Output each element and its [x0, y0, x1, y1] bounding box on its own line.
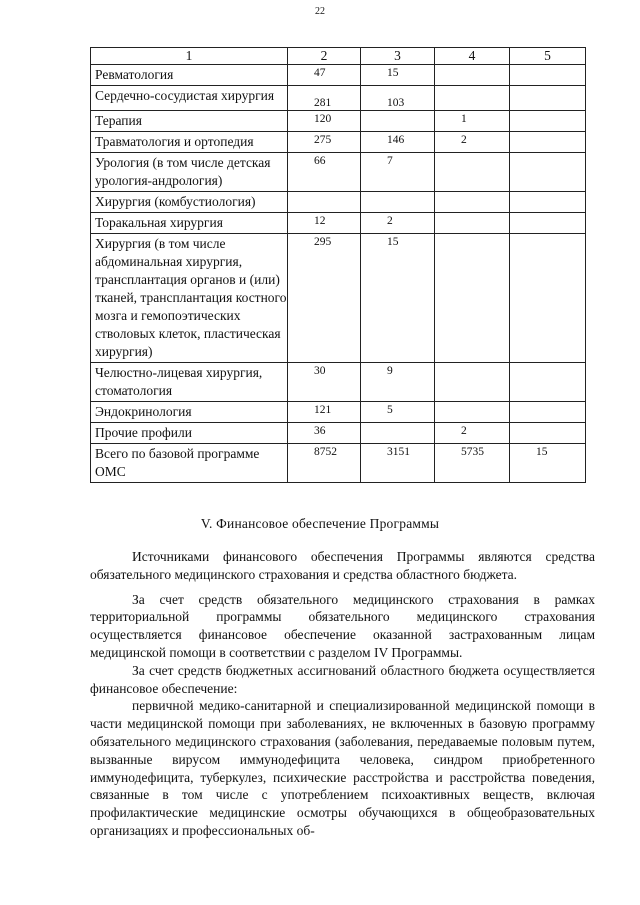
table-cell: 5735 — [435, 444, 510, 483]
table-total-row — [91, 444, 586, 483]
column-header: 4 — [435, 48, 510, 65]
table-cell — [510, 111, 586, 132]
table-header-row — [91, 48, 586, 65]
table-cell — [510, 192, 586, 213]
column-header: 3 — [361, 48, 435, 65]
table-cell: 281 — [288, 86, 361, 111]
profile-name: Торакальная хирургия — [91, 213, 288, 234]
table-cell — [510, 86, 586, 111]
table-cell: 30 — [288, 363, 361, 402]
table-cell — [288, 192, 361, 213]
table-cell — [435, 192, 510, 213]
table-row — [91, 132, 586, 153]
table-cell: 7 — [361, 153, 435, 192]
table-cell — [510, 402, 586, 423]
profile-name: Ревматология — [91, 65, 288, 86]
table-cell: 146 — [361, 132, 435, 153]
table-cell — [510, 363, 586, 402]
table-row — [91, 363, 586, 402]
paragraph: За счет средств обязательного медицинского страхования в рамках территориальной программы обязательного медицинского страхования осуществляется финансовое обеспечение оказанной застрахованным лицам медицинской помощи в соответствии с разделом IV Программы. — [90, 591, 595, 660]
table-cell — [510, 153, 586, 192]
paragraph: Источниками финансового обеспечения Программы являются средства обязательного медицинского страхования и средства областного бюджета. — [90, 549, 595, 582]
profile-name: Эндокринология — [91, 402, 288, 423]
page-number: 22 — [315, 6, 325, 17]
table-cell: 8752 — [288, 444, 361, 483]
table-cell: 36 — [288, 423, 361, 444]
table-cell — [435, 213, 510, 234]
profile-name: Прочие профили — [91, 423, 288, 444]
table-row — [91, 192, 586, 213]
table-cell: 5 — [361, 402, 435, 423]
body-text — [90, 548, 595, 840]
table-cell: 47 — [288, 65, 361, 86]
table-cell: 2 — [361, 213, 435, 234]
table-row — [91, 153, 586, 192]
table-cell: 1 — [435, 111, 510, 132]
profile-name: Челюстно-лицевая хирургия, стоматология — [91, 363, 288, 402]
table-cell — [361, 192, 435, 213]
table-cell — [361, 423, 435, 444]
table-cell: 2 — [435, 423, 510, 444]
table-row — [91, 65, 586, 86]
table-cell: 12 — [288, 213, 361, 234]
profile-name: Сердечно-сосудистая хирургия — [91, 86, 288, 111]
table-row — [91, 213, 586, 234]
table-cell — [510, 213, 586, 234]
table-cell — [510, 234, 586, 363]
table-row — [91, 111, 586, 132]
section-title: V. Финансовое обеспечение Программы — [200, 516, 440, 531]
table-cell: 295 — [288, 234, 361, 363]
table-cell — [361, 111, 435, 132]
table-cell: 15 — [510, 444, 586, 483]
profiles-table — [90, 47, 586, 483]
table-cell — [435, 363, 510, 402]
table-cell: 15 — [361, 234, 435, 363]
table-cell: 66 — [288, 153, 361, 192]
table-row — [91, 234, 586, 363]
table-cell — [510, 65, 586, 86]
table-cell: 120 — [288, 111, 361, 132]
table-row — [91, 423, 586, 444]
table-cell: 275 — [288, 132, 361, 153]
table-cell — [435, 402, 510, 423]
table-cell — [435, 234, 510, 363]
total-label: Всего по базовой программе ОМС — [91, 444, 288, 483]
table-cell — [510, 423, 586, 444]
table-row — [91, 402, 586, 423]
table-cell — [435, 86, 510, 111]
table-cell: 121 — [288, 402, 361, 423]
profile-name: Урология (в том числе детская урология-андрология) — [91, 153, 288, 192]
table-cell: 15 — [361, 65, 435, 86]
table-row — [91, 86, 586, 111]
table-cell: 2 — [435, 132, 510, 153]
paragraph: За счет средств бюджетных ассигнований областного бюджета осуществляется финансовое обеспечение: — [90, 662, 595, 696]
column-header: 2 — [288, 48, 361, 65]
paragraph: первичной медико-санитарной и специализированной медицинской помощи в части медицинской помощи при заболеваниях, не включенных в базовую программу обязательного медицинского страхования (заболевания, передаваемые половым путем, вызванные вирусом иммунодефицита человека, синдром приобретенного иммунодефицита, туберкулез, психические расстройства и расстройства поведения, связанные в том числе с употреблением психоактивных веществ, включая профилактические медицинские осмотры обучающихся в общеобразовательных организациях и профессиональных об- — [90, 698, 595, 838]
profile-name: Хирургия (комбустиология) — [91, 192, 288, 213]
profile-name: Хирургия (в том числе абдоминальная хирургия, трансплантация органов и (или) тканей, трансплантация костного мозга и гемопоэтических стволовых клеток, пластическая хирургия) — [91, 234, 288, 363]
table-cell — [435, 65, 510, 86]
table-cell: 3151 — [361, 444, 435, 483]
table-cell: 9 — [361, 363, 435, 402]
profile-name: Терапия — [91, 111, 288, 132]
table-cell — [435, 153, 510, 192]
profile-name: Травматология и ортопедия — [91, 132, 288, 153]
column-header: 5 — [510, 48, 586, 65]
table-cell — [510, 132, 586, 153]
column-header: 1 — [91, 48, 288, 65]
table-cell: 103 — [361, 86, 435, 111]
